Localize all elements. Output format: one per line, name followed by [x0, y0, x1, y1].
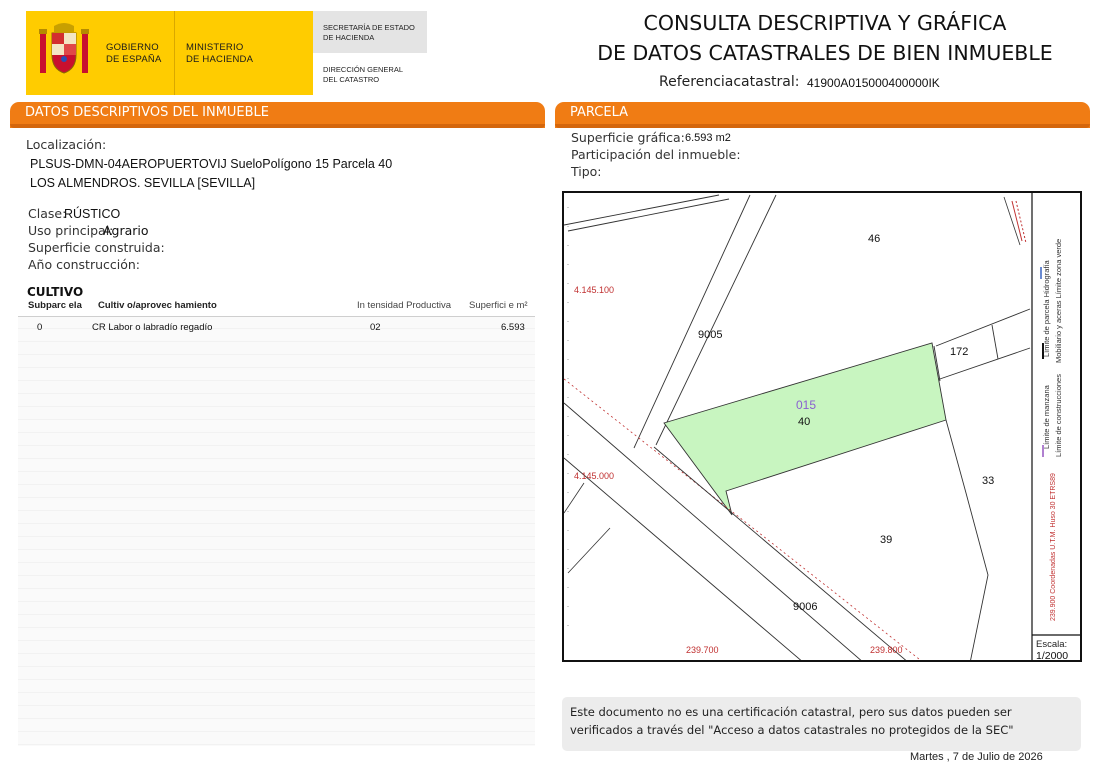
uso-principal-value: Agrario [103, 223, 149, 238]
cell-cultivo: CR Labor o labradío regadío [92, 322, 213, 333]
legend-mobiliario: Mobiliario y aceras Límite zona verde [1054, 238, 1063, 363]
ref-catastral-label: Referenciacatastral: [659, 74, 800, 90]
col-header-intensidad: In tensidad Productiva [357, 300, 452, 311]
parcel-label-46: 46 [868, 233, 881, 245]
escala-value: 1/2000 [1036, 650, 1069, 662]
col-header-cultivo: Cultiv o/aprovec hamiento [98, 300, 217, 311]
col-header-superficie: Superfici e m² [469, 300, 528, 311]
legend-coordenadas: 239.900 Coordenadas U.T.M. Huso 30 ETRS89 [1050, 473, 1057, 621]
section-bar-parcela: PARCELA [555, 102, 1090, 128]
parcel-label-33: 33 [982, 475, 995, 487]
secretaria-box: SECRETARÍA DE ESTADO DE HACIENDA [313, 11, 427, 53]
cell-superficie: 6.593 [501, 322, 525, 333]
cell-subparcela: 0 [37, 322, 43, 333]
disclaimer-notice: Este documento no es una certificación catastral, pero sus datos pueden ser verificados a través del "Acceso a datos catastrales no protegidos de la SEC" [562, 697, 1081, 751]
col-header-subparcela: Subparc ela [28, 300, 82, 311]
cell-intensidad: 02 [370, 322, 381, 333]
cultivo-title: CULTIVO [27, 285, 84, 299]
participacion-label: Participación del inmueble: [571, 147, 741, 162]
coord-y-top: 4.145.100 [574, 285, 615, 295]
parcel-label-9005: 9005 [698, 329, 723, 341]
coat-of-arms-icon [36, 23, 92, 85]
clase-label: Clase: [28, 206, 67, 221]
legend-manzana: Límite de manzana [1042, 385, 1051, 449]
superficie-construida-label: Superficie construida: [28, 240, 165, 255]
superficie-grafica-label: Superficie gráfica: [571, 130, 685, 145]
parcel-code: 015 [796, 398, 817, 412]
escala-label: Escala: [1036, 639, 1068, 650]
legend-construcciones: Límite de construcciones [1054, 374, 1063, 457]
parcel-label-172: 172 [950, 346, 969, 358]
ministerio-text: MINISTERIO DE HACIENDA [186, 42, 254, 65]
parcel-label-9006: 9006 [793, 601, 818, 613]
parcel-label-39: 39 [880, 534, 893, 546]
address-line-2: LOS ALMENDROS. SEVILLA [SEVILLA] [30, 176, 256, 190]
uso-principal-label: Uso principal: [28, 223, 114, 238]
cadastral-map[interactable] [562, 191, 1082, 662]
cultivo-table [18, 316, 535, 746]
gobierno-logo-block [26, 11, 313, 95]
direccion-general-text: DIRECCIÓN GENERAL DEL CATASTRO [323, 65, 404, 84]
section-bar-datos: DATOS DESCRIPTIVOS DEL INMUEBLE [10, 102, 545, 128]
address-line-1: PLSUS-DMN-04AEROPUERTOVIJ SueloPolígono 15 Parcela 40 [30, 157, 393, 171]
superficie-grafica-value: 6.593 m2 [685, 132, 731, 144]
coord-y-bottom: 4.145.000 [574, 471, 615, 481]
document-date: Martes , 7 de Julio de 2026 [910, 751, 1043, 763]
anio-construccion-label: Año construcción: [28, 257, 141, 272]
localizacion-label: Localización: [26, 137, 107, 152]
clase-value: RÚSTICO [64, 207, 121, 221]
tipo-label: Tipo: [571, 164, 602, 179]
coord-x-left: 239.700 [686, 645, 719, 655]
gobierno-text: GOBIERNO DE ESPAÑA [106, 42, 162, 65]
document-title: CONSULTA DESCRIPTIVA Y GRÁFICA DE DATOS CATASTRALES DE BIEN INMUEBLE [597, 11, 1053, 65]
parcel-label-40: 40 [798, 416, 811, 428]
legend-hidro: Límite de parcela Hidrografía [1042, 260, 1051, 357]
coord-x-right: 239.800 [870, 645, 903, 655]
map-drawing [564, 193, 1080, 660]
ref-catastral-value: 41900A015000400000IK [807, 76, 940, 90]
